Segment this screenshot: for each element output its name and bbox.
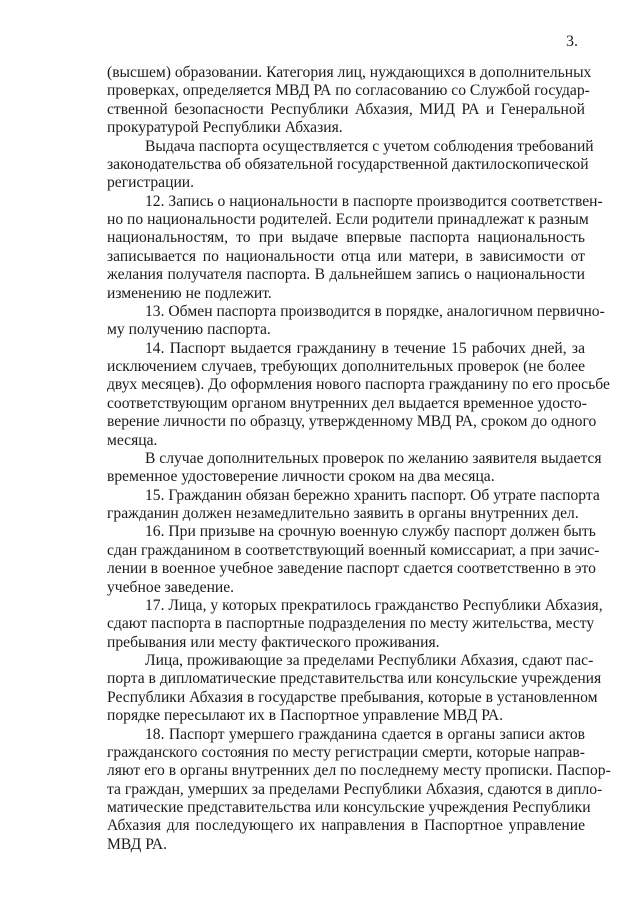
text-line: месяца. bbox=[107, 431, 158, 449]
paragraph bbox=[107, 596, 603, 652]
text-line: (высшем) образовании. Категория лиц, нуждающихся в дополнительных bbox=[107, 64, 592, 81]
text-line: лении в военное учебное заведение паспорт сдается соответственно в это bbox=[107, 560, 596, 578]
text-line: Республики Абхазия в государстве пребывания, которые в установленном bbox=[107, 688, 598, 706]
paragraph bbox=[107, 652, 602, 726]
text-line: желания получателя паспорта. В дальнейшем запись о национальности bbox=[107, 266, 585, 284]
paragraph bbox=[107, 64, 592, 138]
text-line: 12. Запись о национальности в паспорте производится соответствен- bbox=[145, 192, 603, 210]
paragraph bbox=[107, 523, 600, 597]
paragraph bbox=[107, 137, 594, 193]
paragraph bbox=[107, 725, 611, 855]
text-line: записывается по национальности отца или матери, в зависимости от bbox=[107, 247, 585, 265]
text-line: сдают паспорта в паспортные подразделения по месту жительства, месту bbox=[107, 615, 595, 633]
text-line: временное удостоверение личности сроком на два месяца. bbox=[107, 468, 495, 486]
text-line: двух месяцев). До оформления нового паспорта гражданину по его просьбе bbox=[107, 376, 610, 394]
text-line: соответствующим органом внутренних дел выдается временное удосто- bbox=[107, 394, 587, 412]
text-line: учебное заведение. bbox=[107, 578, 235, 596]
text-line: прокуратурой Республики Абхазия. bbox=[107, 119, 343, 137]
text-line: му получению паспорта. bbox=[107, 321, 271, 339]
text-line: 16. При призыве на срочную военную службу паспорт должен быть bbox=[145, 523, 596, 541]
text-line: верение личности по образцу, утвержденному МВД РА, сроком до одного bbox=[107, 413, 597, 431]
text-line: ляют его в органы внутренних дел по последнему месту прописки. Паспор- bbox=[107, 762, 611, 780]
text-line: МВД РА. bbox=[107, 835, 168, 853]
text-line: сдан гражданином в соответствующий военный комиссариат, а при зачис- bbox=[107, 541, 600, 559]
page-number: 3. bbox=[566, 33, 578, 50]
document-body bbox=[107, 64, 611, 854]
text-line: 14. Паспорт выдается гражданину в течение 15 рабочих дней, за bbox=[145, 339, 585, 357]
text-line: законодательства об обязательной государственной дактилоскопической bbox=[107, 155, 589, 173]
paragraph bbox=[107, 302, 605, 340]
text-line: та граждан, умерших за пределами Республики Абхазия, сдаются в дипло- bbox=[107, 780, 603, 798]
text-line: ственной безопасности Республики Абхазия, МИД РА и Генеральной bbox=[107, 100, 585, 118]
text-line: но по национальности родителей. Если родители принадлежат к разным bbox=[107, 211, 589, 228]
text-line: регистрации. bbox=[107, 174, 195, 192]
text-line: 18. Паспорт умершего гражданина сдается в органы записи актов bbox=[145, 725, 585, 743]
text-line: порядке пересылают их в Паспортное управление МВД РА. bbox=[107, 707, 504, 725]
text-line: гражданского состояния по месту регистрации смерти, которые направ- bbox=[107, 743, 585, 761]
text-line: В случае дополнительных проверок по желанию заявителя выдается bbox=[145, 449, 602, 467]
text-line: Выдача паспорта осуществляется с учетом соблюдения требований bbox=[145, 137, 594, 155]
text-line: национальностям, то при выдаче впервые паспорта национальность bbox=[107, 229, 585, 247]
text-line: порта в дипломатические представительства или консульские учреждения bbox=[107, 670, 602, 688]
text-line: матические представительства или консульские учреждения Республики bbox=[107, 799, 591, 816]
paragraph bbox=[107, 339, 610, 450]
text-line: 15. Гражданин обязан бережно хранить паспорт. Об утрате паспорта bbox=[145, 486, 600, 504]
text-line: проверках, определяется МВД РА по согласованию со Службой государ- bbox=[107, 82, 590, 100]
paragraph bbox=[107, 449, 602, 487]
text-line: изменению не подлежит. bbox=[107, 284, 272, 302]
text-line: исключением случаев, требующих дополнительных проверок (не более bbox=[107, 358, 585, 375]
text-line: 13. Обмен паспорта производится в порядке, аналогичном первично- bbox=[145, 302, 605, 320]
text-line: Абхазия для последующего их направления в Паспортное управление bbox=[107, 817, 585, 835]
paragraph bbox=[107, 192, 603, 303]
text-line: Лица, проживающие за пределами Республики Абхазия, сдают пас- bbox=[145, 652, 594, 669]
text-line: 17. Лица, у которых прекратилось гражданство Республики Абхазия, bbox=[145, 596, 603, 614]
text-line: пребывания или месту фактического проживания. bbox=[107, 633, 440, 651]
paragraph bbox=[107, 486, 600, 524]
text-line: гражданин должен незамедлительно заявить в органы внутренних дел. bbox=[107, 505, 579, 522]
